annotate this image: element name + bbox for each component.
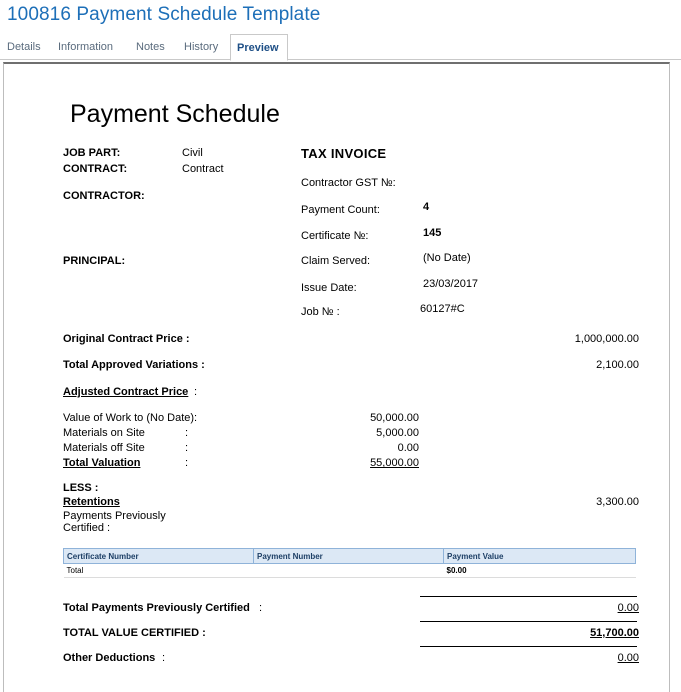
contractor-label: CONTRACTOR: — [63, 190, 145, 202]
table-row — [64, 564, 636, 578]
preview-document — [3, 62, 670, 692]
value-of-work-value: 50,000.00 — [370, 412, 419, 424]
certified-label: Certified : — [63, 522, 111, 534]
total-value-certified-value: 51,700.00 — [590, 627, 639, 639]
contract-value: Contract — [182, 163, 224, 175]
tab-notes[interactable]: Notes — [136, 41, 165, 53]
payment-value-header: Payment Value — [444, 549, 636, 564]
value-of-work-label: Value of Work to (No Date): — [63, 412, 198, 424]
other-deductions-rule — [420, 646, 637, 647]
tab-information[interactable]: Information — [58, 41, 114, 53]
less-label: LESS : — [63, 482, 99, 494]
materials-on-site-label: Materials on Site — [63, 427, 145, 439]
materials-off-site-colon: : — [185, 442, 189, 454]
page-title: 100816 Payment Schedule Template — [7, 4, 321, 25]
certificate-value: 145 — [423, 227, 442, 239]
payment-count-label: Payment Count: — [301, 204, 380, 216]
total-valuation-value: 55,000.00 — [370, 457, 419, 469]
materials-on-site-colon: : — [185, 427, 189, 439]
other-deductions-label: Other Deductions — [63, 652, 156, 664]
job-part-value: Civil — [182, 147, 203, 159]
certificates-table — [63, 548, 636, 578]
adjusted-price-colon: : — [194, 386, 198, 398]
document-title: Payment Schedule — [70, 100, 280, 128]
retentions-value: 3,300.00 — [596, 496, 639, 508]
other-deductions-colon: : — [162, 652, 166, 664]
job-no-value: 60127#C — [420, 303, 465, 315]
original-price-label: Original Contract Price : — [63, 333, 190, 345]
contract-label: CONTRACT: — [63, 163, 128, 175]
total-prev-certified-label: Total Payments Previously Certified — [63, 602, 250, 614]
tab-history[interactable]: History — [184, 41, 219, 53]
issue-date-label: Issue Date: — [301, 282, 357, 294]
materials-on-site-value: 5,000.00 — [376, 427, 419, 439]
claim-served-label: Claim Served: — [301, 255, 371, 267]
materials-off-site-label: Materials off Site — [63, 442, 145, 454]
principal-label: PRINCIPAL: — [63, 255, 126, 267]
prev-certified-rule — [420, 596, 637, 597]
variations-label: Total Approved Variations : — [63, 359, 205, 371]
total-valuation-colon: : — [185, 457, 189, 469]
tab-preview[interactable]: Preview — [230, 34, 288, 61]
original-price-value: 1,000,000.00 — [574, 333, 639, 345]
tax-invoice-heading: TAX INVOICE — [301, 146, 387, 161]
certificate-number-header: Certificate Number — [64, 549, 254, 564]
total-value-rule — [420, 621, 637, 622]
variations-value: 2,100.00 — [596, 359, 639, 371]
materials-off-site-value: 0.00 — [397, 442, 419, 454]
other-deductions-value: 0.00 — [617, 652, 639, 664]
claim-served-value: (No Date) — [423, 252, 471, 264]
payment-count-value: 4 — [423, 201, 430, 213]
job-no-label: Job № : — [301, 306, 340, 318]
payments-previously-label: Payments Previously — [63, 510, 166, 522]
retentions-label: Retentions — [63, 496, 120, 508]
adjusted-price-label: Adjusted Contract Price — [63, 386, 189, 398]
total-row-label: Total — [64, 564, 254, 578]
total-prev-certified-colon: : — [259, 602, 263, 614]
total-row-value: $0.00 — [444, 564, 636, 578]
total-value-certified-label: TOTAL VALUE CERTIFIED : — [63, 627, 206, 639]
certificate-label: Certificate №: — [301, 230, 369, 242]
tab-details[interactable]: Details — [7, 41, 41, 53]
issue-date-value: 23/03/2017 — [423, 278, 479, 290]
gst-label: Contractor GST №: — [301, 177, 396, 189]
tab-bar — [0, 34, 681, 60]
total-valuation-label: Total Valuation — [63, 457, 141, 469]
total-row-payment-number — [254, 564, 444, 578]
table-header-row — [64, 549, 636, 564]
job-part-label: JOB PART: — [63, 147, 121, 159]
total-prev-certified-value: 0.00 — [617, 602, 639, 614]
payment-number-header: Payment Number — [254, 549, 444, 564]
